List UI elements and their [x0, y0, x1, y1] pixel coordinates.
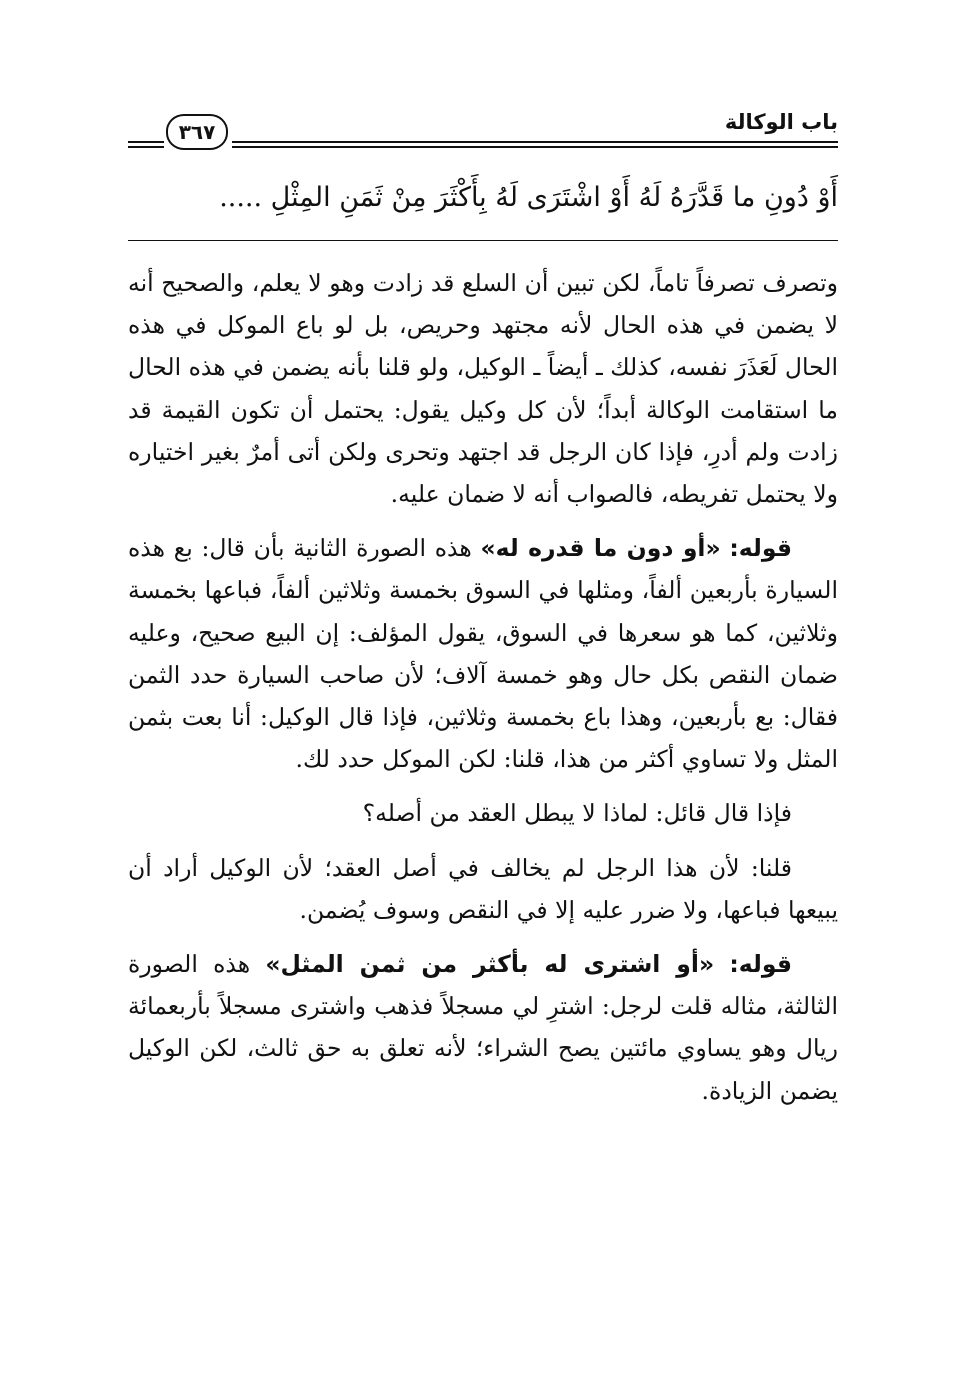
paragraph [128, 847, 838, 931]
matn-quote: «أو اشترى له بأكثر من ثمن المثل» [265, 950, 715, 979]
qawl-label: قوله: [729, 950, 792, 979]
header-rule [128, 146, 164, 148]
paragraph [128, 527, 838, 780]
paragraph-text: قلنا: لأن هذا الرجل لم يخالف في أصل العقد؛ لأن الوكيل أراد أن يبيعها فباعها، ولا ضرر عليه إلا في النقص وسوف يُضمن. [128, 853, 838, 924]
chapter-title: باب الوكالة [724, 110, 838, 134]
matn-quote: «أو دون ما قدره له» [480, 534, 721, 563]
running-header [128, 110, 838, 156]
header-rule [232, 141, 838, 143]
paragraph [128, 943, 838, 1112]
paragraph-text: وتصرف تصرفاً تاماً، لكن تبين أن السلع قد زادت وهو لا يعلم، والصحيح أنه لا يضمن في هذه الحال لأنه مجتهد وحريص، بل لو باع الموكل في هذه الحال لَعَذَرَ نفسه، كذلك ـ أيضاً ـ الوكيل، ولو قلنا بأنه يضمن في هذه الحال ما استقامت الوكالة أبداً؛ لأن كل وكيل يقول: يحتمل أن تكون القيمة قد زادت ولم أدرِ، فإذا كان الرجل قد اجتهد وتحرى ولكن أتى أمرٌ بغير اختياره ولا يحتمل تفريطه، فالصواب أنه لا ضمان عليه. [128, 269, 838, 509]
qawl-label: قوله: [729, 534, 792, 563]
paragraph-text: فإذا قال قائل: لماذا لا يبطل العقد من أصله؟ [362, 799, 792, 828]
page-number: ٣٦٧ [166, 114, 228, 150]
matn-divider [128, 240, 838, 241]
paragraph [128, 262, 838, 515]
paragraph-text: هذه الصورة الثالثة، مثاله قلت لرجل: اشترِ لي مسجلاً فذهب واشترى مسجلاً بأربعمائة ريال وهو يساوي مائتين يصح الشراء؛ لأنه تعلق به حق ثالث، لكن الوكيل يضمن الزيادة. [128, 950, 838, 1105]
header-rule [128, 141, 164, 143]
paragraph [128, 792, 838, 834]
header-rule [232, 146, 838, 148]
commentary-body [128, 262, 838, 1124]
matn-text: أَوْ دُونِ ما قَدَّرَهُ لَهُ أَوْ اشْتَرَى لَهُ بِأَكْثَرَ مِنْ ثَمَنِ المِثْلِ ..... [219, 182, 838, 213]
paragraph-text: هذه الصورة الثانية بأن قال: بع هذه السيارة بأربعين ألفاً، ومثلها في السوق بخمسة وثلاثين ألفاً، فباعها بخمسة وثلاثين، كما هو سعرها في السوق، يقول المؤلف: إن البيع صحيح، وعليه ضمان النقص بكل حال وهو خمسة آلاف؛ لأن صاحب السيارة حدد الثمن فقال: بع بأربعين، وهذا باع بخمسة وثلاثين، فإذا قال الوكيل: أنا بعت بثمن المثل ولا تساوي أكثر من هذا، قلنا: لكن الموكل حدد لك. [128, 534, 838, 774]
